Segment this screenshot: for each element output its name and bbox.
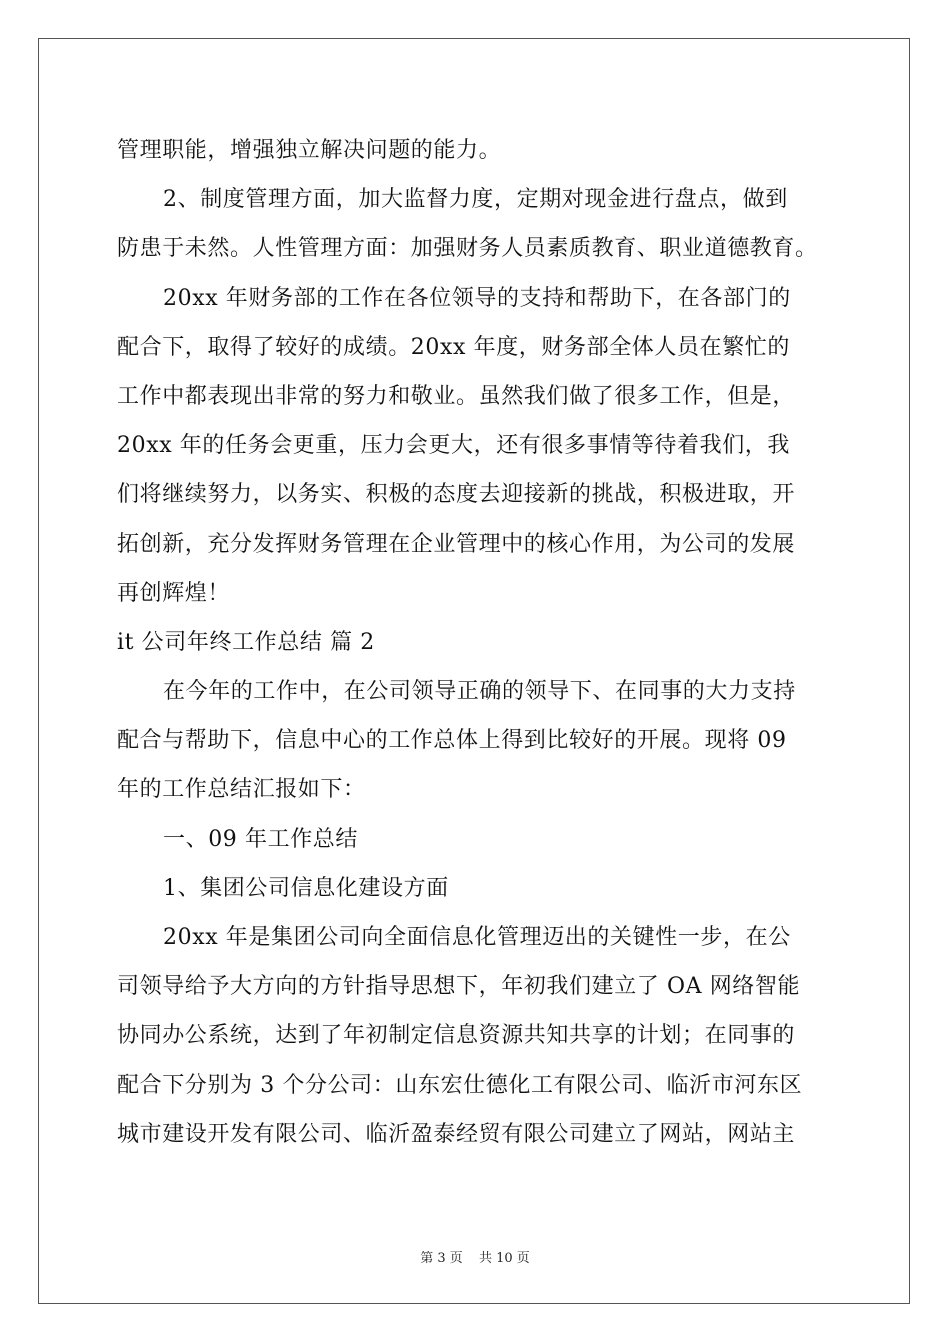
text-line: 城市建设开发有限公司、临沂盈泰经贸有限公司建立了网站，网站主 [117,1121,796,1147]
text-line: 配合与帮助下，信息中心的工作总体上得到比较好的开展。现将 09 [117,728,787,754]
text-line: 1、集团公司信息化建设方面 [163,875,449,901]
text-line: 20xx 年财务部的工作在各位领导的支持和帮助下，在各部门的 [163,285,791,311]
text-line: 20xx 年是集团公司向全面信息化管理迈出的关键性一步，在公 [163,925,791,950]
text-line: 再创辉煌！ [117,580,231,606]
text-line: 在今年的工作中，在公司领导正确的领导下、在同事的大力支持 [163,679,796,705]
text-line: 司领导给予大方向的方针指导思想下，年初我们建立了 OA 网络智能 [117,974,801,1000]
text-line: 管理职能，增强独立解决问题的能力。 [117,138,502,163]
text-line: 2、制度管理方面，加大监督力度，定期对现金进行盘点，做到 [163,187,788,213]
text-line: 一、09 年工作总结 [163,826,358,852]
text-line: 配合下分别为 3 个分公司：山东宏仕德化工有限公司、临沂市河东区 [117,1072,803,1098]
page-footer [0,1247,950,1266]
text-line: 年的工作总结汇报如下： [117,777,366,803]
text-line: it 公司年终工作总结 篇 2 [117,629,375,655]
text-line: 们将继续努力，以务实、积极的态度去迎接新的挑战，积极进取，开 [117,482,796,508]
text-line: 拓创新，充分发挥财务管理在企业管理中的核心作用，为公司的发展 [117,531,796,557]
page-number-total: 共 10 页 [478,1251,530,1266]
text-line: 20xx 年的任务会更重，压力会更大，还有很多事情等待着我们，我 [117,433,791,459]
page-number-current: 第 3 页 [420,1251,463,1266]
text-line: 工作中都表现出非常的努力和敬业。虽然我们做了很多工作，但是， [117,383,796,409]
document-body [117,126,837,1159]
text-line: 协同办公系统，达到了年初制定信息资源共知共享的计划；在同事的 [117,1023,796,1049]
text-line: 防患于未然。人性管理方面：加强财务人员素质教育、职业道德教育。 [117,236,818,262]
text-line: 配合下，取得了较好的成绩。20xx 年度，财务部全体人员在繁忙的 [117,334,791,360]
